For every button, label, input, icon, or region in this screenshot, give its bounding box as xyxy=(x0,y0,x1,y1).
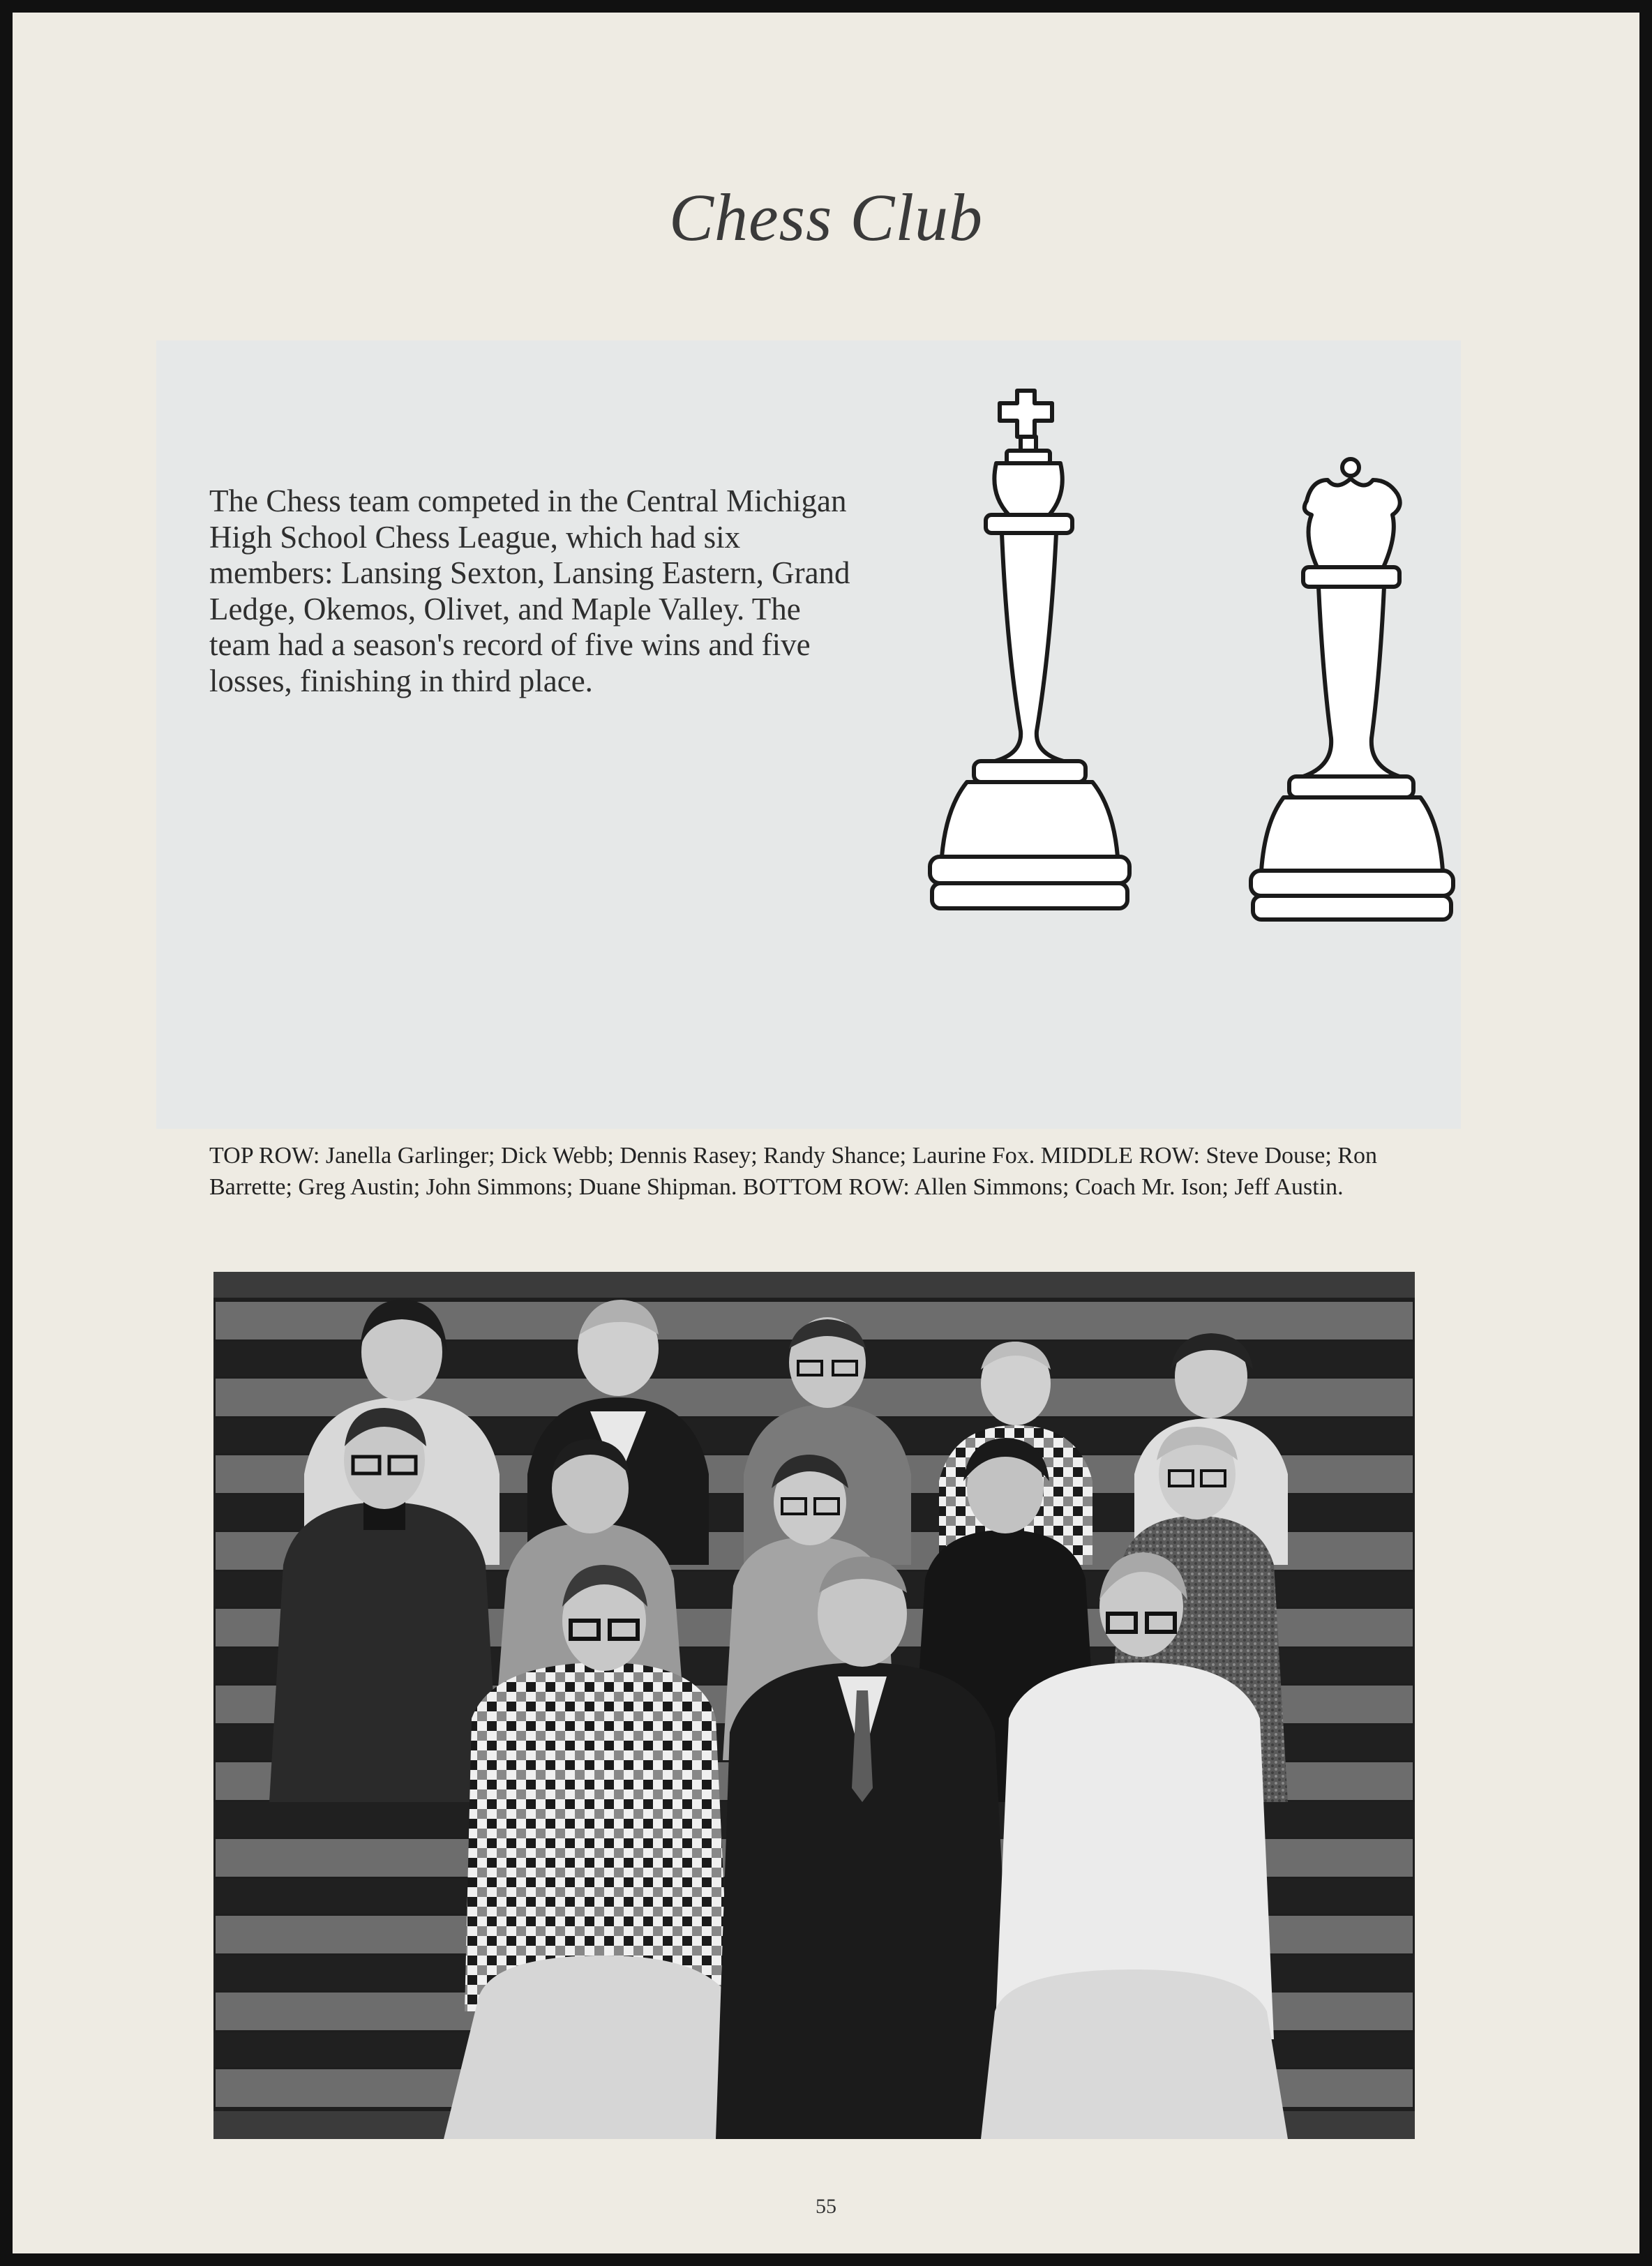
bottom-row-people xyxy=(444,1552,1288,2139)
intro-paragraph: The Chess team competed in the Central Michigan High School Chess League, which had six members: Lansing Sexton, Lansing Eastern, Grand Ledge, Okemos, Olivet, and Maple Valley. The team had a season's record of five wins and five losses, finishing in third place. xyxy=(209,483,850,698)
yearbook-page xyxy=(13,13,1639,2253)
team-photo xyxy=(213,1272,1415,2139)
page-number: 55 xyxy=(816,2195,836,2218)
chess-pieces-illustration xyxy=(885,375,1512,1003)
chess-queen-icon xyxy=(1251,459,1453,920)
chess-king-icon xyxy=(930,391,1129,908)
page-title: Chess Club xyxy=(668,180,984,255)
photo-caption: TOP ROW: Janella Garlinger; Dick Webb; Dennis Rasey; Randy Shance; Laurine Fox. MIDDLE ROW: Steve Douse; Ron Barrette; Greg Austin; John Simmons; Duane Shipman. BOTTOM ROW: Allen Simmons; Coach Mr. Ison; Jeff Austin. xyxy=(209,1143,1377,1200)
